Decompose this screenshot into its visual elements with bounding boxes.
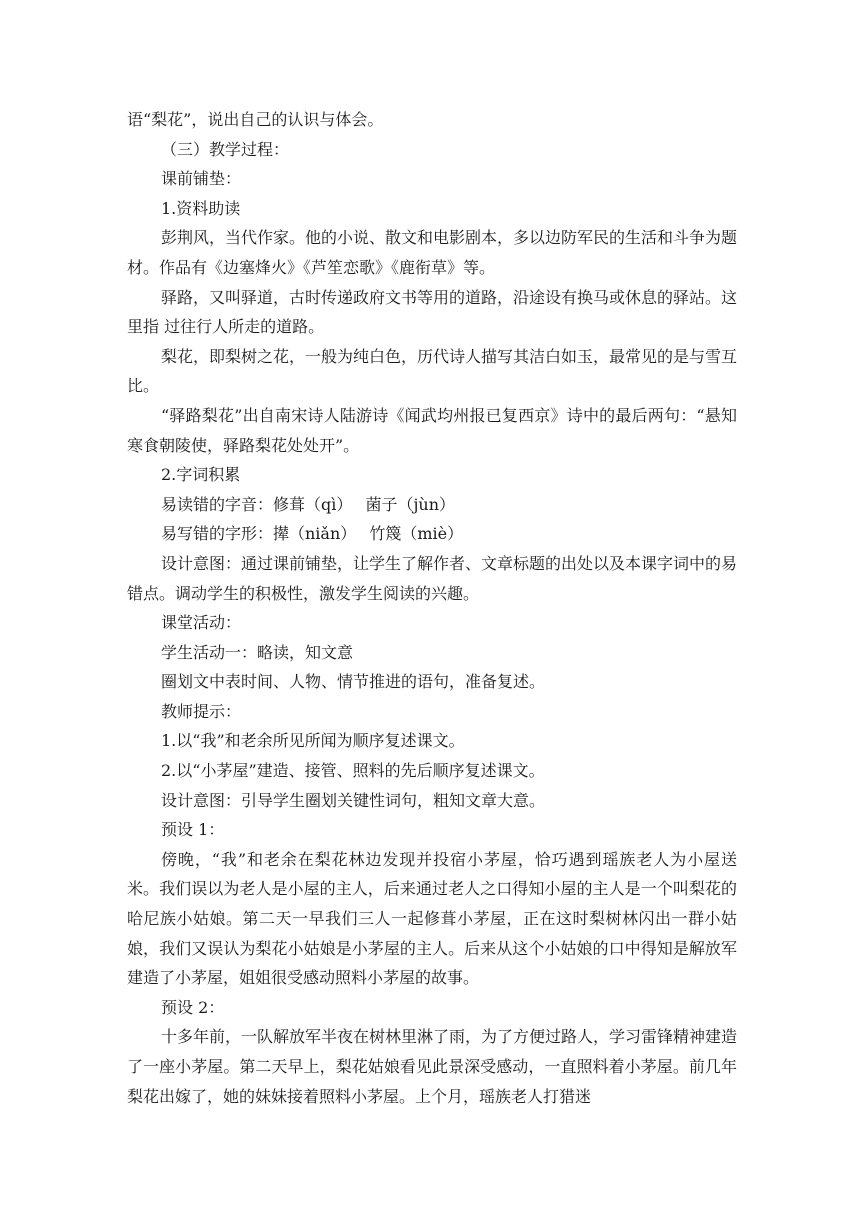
document-body (127, 105, 737, 1111)
paragraph: 设计意图：引导学生圈划关键性词句，粗知文章大意。 (161, 790, 546, 810)
paragraph: 圈划文中表时间、人物、情节推进的语句，准备复述。 (161, 672, 546, 692)
paragraph: 1.以“我”和老余所见所闻为顺序复述课文。 (161, 731, 465, 751)
paragraph: 易读错的字音：修葺（qì） 菌子（jùn） (161, 494, 456, 514)
paragraph: 语“梨花”，说出自己的认识与体会。 (127, 110, 384, 129)
paragraph: 傍晚，“我”和老余在梨花林边发现并投宿小茅屋，恰巧遇到瑶族老人为小屋送米。我们误以为老人是小屋的主人，后来通过老人之口得知小屋的主人是一个叫梨花的哈尼族小姑娘。第二天一早我们三人一起修葺小茅屋，正在这时梨树林闪出一群小姑娘，我们又误认为梨花小姑娘是小茅屋的主人。后来从这个小姑娘的口中得知是解放军建造了小茅屋，姐姐很受感动照料小茅屋的故事。 (127, 849, 737, 988)
paragraph: 2.以“小茅屋”建造、接管、照料的先后顺序复述课文。 (161, 761, 545, 781)
paragraph: 彭荆风，当代作家。他的小说、散文和电影剧本，多以边防军民的生活和斗争为题材。作品有《边塞烽火》《芦笙恋歌》《鹿衔草》等。 (127, 228, 738, 277)
paragraph: 梨花，即梨树之花，一般为纯白色，历代诗人描写其洁白如玉，最常见的是与雪互比。 (127, 346, 738, 396)
paragraph: 易写错的字形：撵（niǎn） 竹篾（miè） (161, 524, 464, 544)
paragraph: 学生活动一：略读，知文意 (161, 642, 354, 662)
subsection-heading: 课堂活动： (161, 613, 242, 633)
paragraph: 十多年前，一队解放军半夜在树林里淋了雨，为了方便过路人，学习雷锋精神建造了一座小茅屋。第二天早上，梨花姑娘看见此景深受感动，一直照料着小茅屋。前几年梨花出嫁了，她的妹妹接着照料小茅屋。上个月，瑶族老人打猎迷 (127, 1027, 738, 1106)
item-heading: 2.字词积累 (161, 465, 241, 485)
paragraph: “驿路梨花”出自南宋诗人陆游诗《闻武均州报已复西京》诗中的最后两句：“悬知寒食朝陵使，驿路梨花处处开”。 (127, 405, 737, 455)
paragraph: 预设 2： (161, 997, 225, 1017)
paragraph: 预设 1： (161, 820, 225, 840)
section-heading: （三）教学过程： (161, 139, 290, 159)
paragraph: 驿路，又叫驿道，古时传递政府文书等用的道路，沿途设有换马或休息的驿站。这里指 过往行人所走的道路。 (127, 287, 738, 337)
subsection-heading: 课前铺垫： (161, 169, 242, 189)
paragraph: 设计意图：通过课前铺垫，让学生了解作者、文章标题的出处以及本课字词中的易错点。调动学生的积极性，激发学生阅读的兴趣。 (127, 553, 738, 603)
paragraph: 教师提示： (161, 701, 242, 721)
item-heading: 1.资料助读 (161, 198, 241, 218)
